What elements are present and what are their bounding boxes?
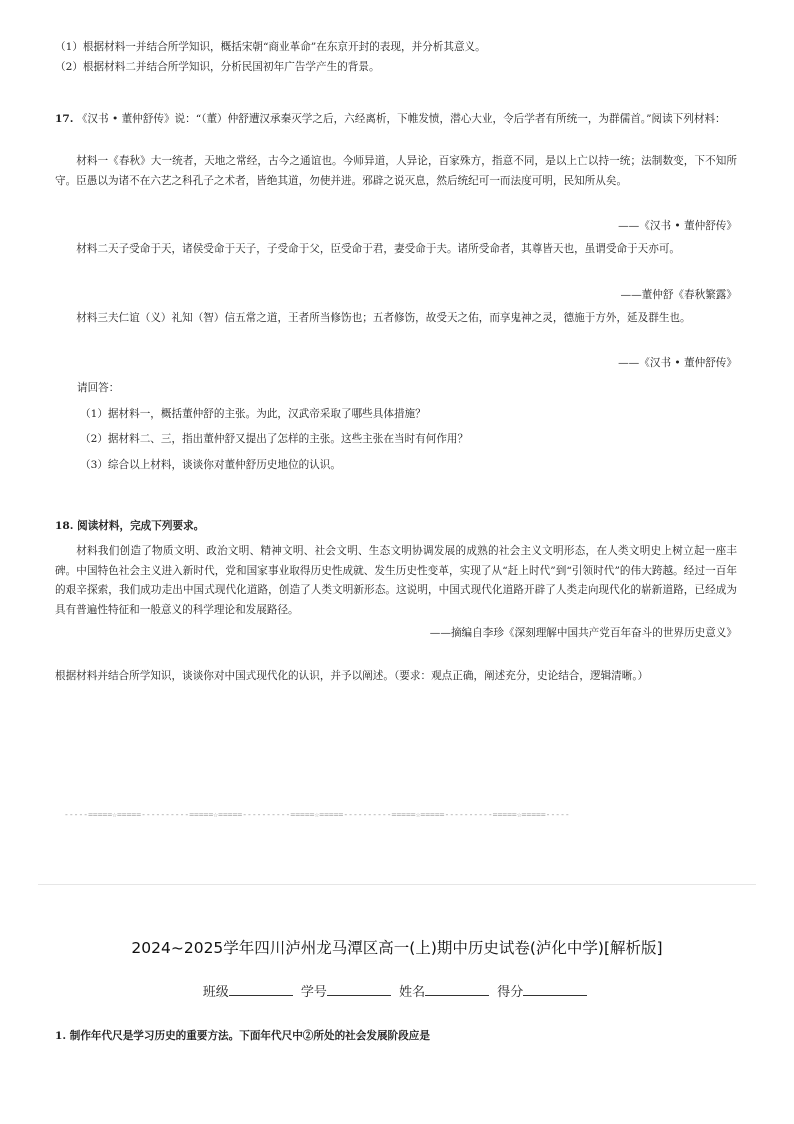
q17-number: 17. bbox=[55, 113, 74, 125]
score-blank bbox=[523, 983, 587, 996]
q17-material1-source: ——《汉书 • 董仲舒传》 bbox=[618, 220, 737, 232]
number-label: 学号 bbox=[300, 985, 327, 1000]
q16-sub1: （1）根据材料一并结合所学知识，概括宋朝“商业革命”在东京开封的表现，并分析其意义。 bbox=[55, 41, 486, 53]
class-label: 班级 bbox=[202, 985, 229, 1000]
q18-material-source: ——摘编自李珍《深刻理解中国共产党百年奋斗的世界历史意义》 bbox=[429, 627, 737, 639]
q17-material2-source: ——董仲舒《春秋繁露》 bbox=[620, 289, 737, 301]
name-label: 姓名 bbox=[399, 985, 426, 1000]
q17-material3: 材料三夫仁谊（义）礼知（智）信五常之道，王者所当修饬也；五者修饬，故受天之佑，而享鬼神之灵，德施于方外，延及群生也。 bbox=[76, 312, 691, 324]
number-blank bbox=[327, 983, 391, 996]
q1-stem: 1. 制作年代尺是学习历史的重要方法。下面年代尺中②所处的社会发展阶段应是 bbox=[55, 1030, 430, 1042]
q18-material: 材料我们创造了物质文明、政治文明、精神文明、社会文明、生态文明协调发展的成熟的社会主义文明形态，在人类文明史上树立起一座丰碑。中国特色社会主义进入新时代，党和国家事业取得历史性成就、发生历史性变革，实现了从“赶上时代”到“引领时代”的伟大跨越。经过一百年的艰辛探索，我们成功走出中国式现代化道路，创造了人类文明新形态。这说明，中国式现代化道路开辟了人类走向现代化的崭新道路，已经成为具有普遍性特征和一般意义的科学理论和发展路径。 bbox=[55, 545, 737, 616]
q16-sub2: （2）根据材料二并结合所学知识，分析民国初年广告学产生的背景。 bbox=[55, 61, 380, 73]
score-label: 得分 bbox=[497, 985, 524, 1000]
q17-prompt: 请回答： bbox=[77, 382, 120, 394]
section-separator: -----=====☆=====----------=====☆=====----------=====☆=====----------=====☆=====----------=====☆=====----- bbox=[64, 810, 570, 819]
exam-title: 2024~2025学年四川泸州龙马潭区高一(上)期中历史试卷(泸化中学)[解析版] bbox=[131, 939, 663, 957]
q17-material3-source: ——《汉书 • 董仲舒传》 bbox=[618, 357, 737, 369]
q17-sub3: （3）综合以上材料，谈谈你对董仲舒历史地位的认识。 bbox=[80, 459, 341, 471]
q17-material2: 材料二天子受命于天，诸侯受命于天子，子受命于父，臣受命于君，妻受命于夫。诸所受命者，其尊皆天也，虽谓受命于天亦可。 bbox=[76, 243, 681, 255]
student-info-row bbox=[0, 983, 794, 1002]
q18-heading: 18. 阅读材料，完成下列要求。 bbox=[55, 520, 205, 532]
q17-stem bbox=[55, 110, 737, 130]
q17-stem-text: 《汉书 • 董仲舒传》说：“（董）仲舒遭汉承秦灭学之后，六经离析，下帷发愤，潜心大业，令后学者有所统一，为群儒首。”阅读下列材料： bbox=[76, 113, 726, 125]
q17-sub1: （1）据材料一，概括董仲舒的主张。为此，汉武帝采取了哪些具体措施？ bbox=[80, 408, 426, 420]
class-blank bbox=[229, 983, 293, 996]
q18-question: 根据材料并结合所学知识，谈谈你对中国式现代化的认识，并予以阐述。（要求：观点正确，阐述充分，史论结合，逻辑清晰。） bbox=[55, 670, 649, 682]
page-divider bbox=[38, 884, 756, 885]
q17-material1: 材料一《春秋》大一统者，天地之常经，古今之通谊也。今师异道，人异论，百家殊方，指意不同，是以上亡以持一统；法制数变，下不知所守。臣愚以为诸不在六艺之科孔子之术者，皆绝其道，勿使并进。邪辟之说灭息，然后统纪可一而法度可明，民知所从矣。 bbox=[55, 155, 737, 187]
name-blank bbox=[425, 983, 489, 996]
q17-sub2: （2）据材料二、三，指出董仲舒又提出了怎样的主张。这些主张在当时有何作用？ bbox=[80, 433, 469, 445]
